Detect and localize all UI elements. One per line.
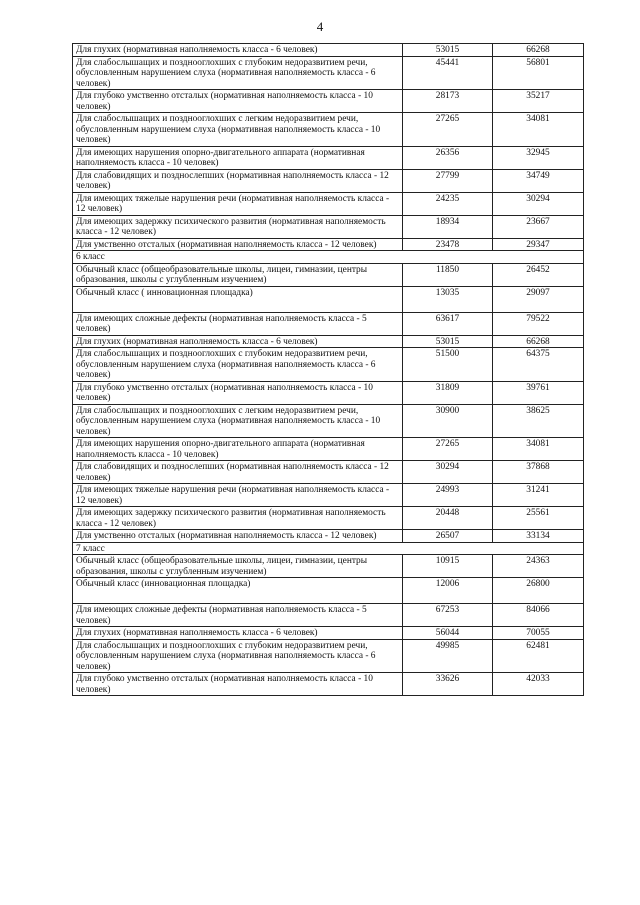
value-cell-2: 26800 [493,578,584,604]
table-row [73,404,584,438]
table-row [73,673,584,696]
value-cell-2: 24363 [493,555,584,578]
value-cell-2: 66268 [493,44,584,57]
table-row [73,530,584,543]
table-row [73,484,584,507]
category-cell: Для имеющих задержку психического развития (нормативная наполняемость класса - 12 человек) [73,507,403,530]
section-row [73,542,584,555]
category-cell: Обычный класс ( инновационная площадка) [73,286,403,312]
value-cell-1: 20448 [403,507,493,530]
table-row [73,438,584,461]
table-row [73,286,584,312]
value-cell-2: 34749 [493,169,584,192]
value-cell-2: 37868 [493,461,584,484]
table-row [73,381,584,404]
value-cell-1: 27265 [403,438,493,461]
category-cell: Для имеющих нарушения опорно-двигательного аппарата (нормативная наполняемость класса - 10 человек) [73,146,403,169]
value-cell-1: 24993 [403,484,493,507]
table-row [73,461,584,484]
table-row [73,215,584,238]
category-cell: Для слабослышащих и позднооглохших с легким недоразвитием речи, обусловленным нарушением слуха (нормативная наполняемость класса - 10 человек) [73,113,403,147]
value-cell-1: 26507 [403,530,493,543]
value-cell-1: 53015 [403,44,493,57]
category-cell: Для глухих (нормативная наполняемость класса - 6 человек) [73,44,403,57]
table-row [73,192,584,215]
value-cell-2: 84066 [493,604,584,627]
value-cell-2: 31241 [493,484,584,507]
value-cell-1: 33626 [403,673,493,696]
category-cell: Для слабослышащих и позднооглохших с глубоким недоразвитием речи, обусловленным нарушением слуха (нормативная наполняемость класса - 6 человек) [73,56,403,90]
table-body [73,44,584,696]
table-row [73,113,584,147]
value-cell-1: 11850 [403,263,493,286]
category-cell: Для глухих (нормативная наполняемость класса - 6 человек) [73,335,403,348]
section-row [73,251,584,264]
value-cell-1: 30294 [403,461,493,484]
value-cell-2: 23667 [493,215,584,238]
value-cell-2: 42033 [493,673,584,696]
category-cell: Для имеющих сложные дефекты (нормативная наполняемость класса - 5 человек) [73,312,403,335]
table-row [73,90,584,113]
category-cell: Для глухих (нормативная наполняемость класса - 6 человек) [73,627,403,640]
section-title: 6 класс [73,251,584,264]
table-row [73,335,584,348]
category-cell: Обычный класс (общеобразовательные школы, лицеи, гимназии, центры образования, школы с углубленным изучением) [73,263,403,286]
value-cell-2: 35217 [493,90,584,113]
value-cell-1: 27799 [403,169,493,192]
value-cell-1: 18934 [403,215,493,238]
table-row [73,263,584,286]
table-row [73,555,584,578]
category-cell: Для имеющих нарушения опорно-двигательного аппарата (нормативная наполняемость класса - 10 человек) [73,438,403,461]
category-cell: Для глубоко умственно отсталых (нормативная наполняемость класса - 10 человек) [73,381,403,404]
value-cell-1: 27265 [403,113,493,147]
category-cell: Для глубоко умственно отсталых (нормативная наполняемость класса - 10 человек) [73,673,403,696]
value-cell-2: 70055 [493,627,584,640]
value-cell-2: 34081 [493,113,584,147]
value-cell-1: 45441 [403,56,493,90]
table-row [73,146,584,169]
category-cell: Для слабослышащих и позднооглохших с глубоким недоразвитием речи, обусловленным нарушением слуха (нормативная наполняемость класса - 6 человек) [73,639,403,673]
value-cell-1: 31809 [403,381,493,404]
value-cell-2: 32945 [493,146,584,169]
table-row [73,44,584,57]
value-cell-1: 63617 [403,312,493,335]
table-row [73,348,584,382]
value-cell-1: 67253 [403,604,493,627]
value-cell-1: 53015 [403,335,493,348]
table-row [73,604,584,627]
value-cell-2: 30294 [493,192,584,215]
category-cell: Обычный класс (инновационная площадка) [73,578,403,604]
category-cell: Для имеющих сложные дефекты (нормативная наполняемость класса - 5 человек) [73,604,403,627]
category-cell: Для слабовидящих и позднослепших (нормативная наполняемость класса - 12 человек) [73,461,403,484]
value-cell-1: 13035 [403,286,493,312]
value-cell-2: 66268 [493,335,584,348]
value-cell-2: 25561 [493,507,584,530]
value-cell-1: 30900 [403,404,493,438]
value-cell-1: 56044 [403,627,493,640]
value-cell-1: 10915 [403,555,493,578]
table-row [73,238,584,251]
value-cell-1: 24235 [403,192,493,215]
category-cell: Для слабослышащих и позднооглохших с легким недоразвитием речи, обусловленным нарушением слуха (нормативная наполняемость класса - 10 человек) [73,404,403,438]
table-row [73,507,584,530]
value-cell-1: 49985 [403,639,493,673]
value-cell-2: 29097 [493,286,584,312]
value-cell-2: 38625 [493,404,584,438]
table-row [73,578,584,604]
category-cell: Для умственно отсталых (нормативная наполняемость класса - 12 человек) [73,238,403,251]
value-cell-1: 26356 [403,146,493,169]
value-cell-2: 26452 [493,263,584,286]
value-cell-2: 79522 [493,312,584,335]
category-cell: Для слабовидящих и позднослепших (нормативная наполняемость класса - 12 человек) [73,169,403,192]
category-cell: Для глубоко умственно отсталых (нормативная наполняемость класса - 10 человек) [73,90,403,113]
category-cell: Для имеющих тяжелые нарушения речи (нормативная наполняемость класса - 12 человек) [73,192,403,215]
value-cell-2: 62481 [493,639,584,673]
value-cell-2: 56801 [493,56,584,90]
section-title: 7 класс [73,542,584,555]
category-cell: Обычный класс (общеобразовательные школы, лицеи, гимназии, центры образования, школы с углубленным изучением) [73,555,403,578]
value-cell-1: 23478 [403,238,493,251]
value-cell-2: 39761 [493,381,584,404]
page-number: 4 [316,19,324,34]
value-cell-2: 33134 [493,530,584,543]
table-row [73,56,584,90]
value-cell-1: 28173 [403,90,493,113]
value-cell-2: 64375 [493,348,584,382]
cost-table [72,43,584,696]
table-row [73,169,584,192]
value-cell-2: 34081 [493,438,584,461]
category-cell: Для умственно отсталых (нормативная наполняемость класса - 12 человек) [73,530,403,543]
table-row [73,627,584,640]
table-row [73,312,584,335]
table-row [73,639,584,673]
category-cell: Для имеющих тяжелые нарушения речи (нормативная наполняемость класса - 12 человек) [73,484,403,507]
value-cell-2: 29347 [493,238,584,251]
category-cell: Для слабослышащих и позднооглохших с глубоким недоразвитием речи, обусловленным нарушением слуха (нормативная наполняемость класса - 6 человек) [73,348,403,382]
value-cell-1: 12006 [403,578,493,604]
category-cell: Для имеющих задержку психического развития (нормативная наполняемость класса - 12 человек) [73,215,403,238]
value-cell-1: 51500 [403,348,493,382]
